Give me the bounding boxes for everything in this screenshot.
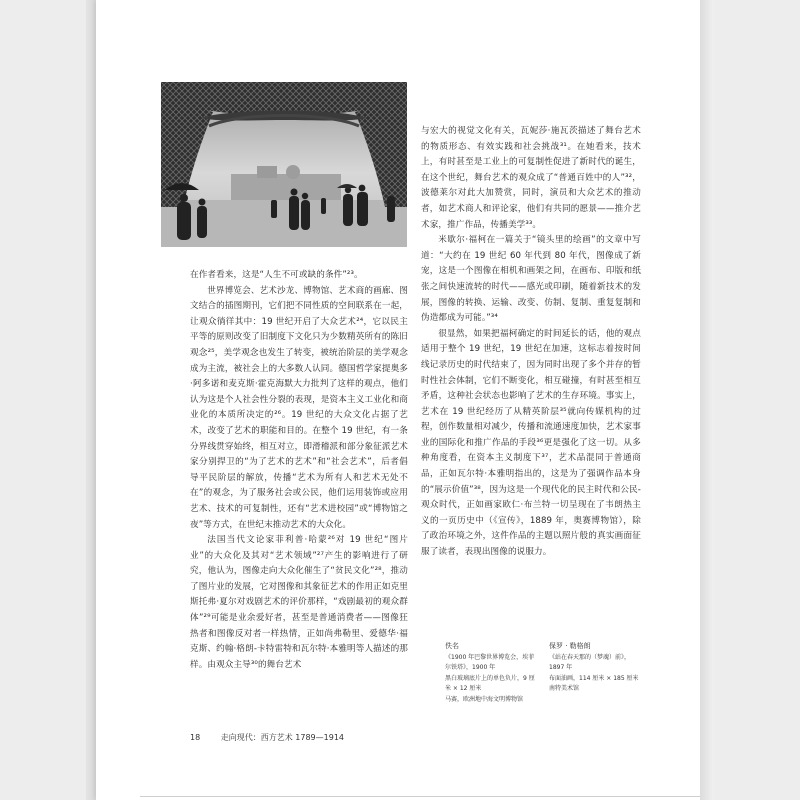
paragraph: 法国当代文论家菲利普·哈蒙²⁶对 19 世纪“图片业”的大众化及其对“艺术领域”²⁷产生的影响进行了研究，他认为，图像走向大众化催生了“贫民文化”²⁸，推动了图片业的发展，它对图像和其象征艺术的作用正如克里斯托弗·夏尔对戏剧艺术的评价那样，“戏剧最初的观众群体”²⁹可能是业余爱好者，甚至是普通消费者——图像狂热者和图像反对者一样热情，正如尚弗勒里、爱德华·福克斯、约翰·格朗-卡特雷特和瓦尔特·本雅明等人描述的那样。由观众主导³⁰的舞台艺术 (190, 535, 408, 670)
paragraph: 很显然，如果把福柯确定的时间延长的话，他的观点适用于整个 19 世纪，19 世纪在加速，这标志着按时间线记录历史的时代结束了，因为同时出现了多个并存的暂时性社会体制，它们不断变化，相互碰撞，有时甚至相互矛盾，这种社会状态也影响了艺术的生存环境。事实上，艺术在 19 世纪经历了从精英阶层³⁵就向传媒机构的过程，创作数量相对减少，传播和流通速度加快，艺术家事业的国际化和推广作品的手段³⁶更是强化了这一切。从多种角度看，在资本主义制度下³⁷，艺术品混同于普通商品，正如瓦尔特·本雅明指出的，这是为了强调作品本身的“展示价值”³⁸，因为这是一个现代化的民主时代和公民-观众时代，正如画家欧仁·布兰特一切呈现在了韦朗热主义的一页历史中（《宣传》，1889 年，奥赛博物馆），除了政治环境之外，这件作品的主题以照片般的真实画面征服了读者，表现出图像的说服力。 (421, 328, 641, 558)
page-number: 18 (190, 733, 201, 742)
caption-line: 《1900 年巴黎世界博览会，埃菲尔铁塔》，1900 年 (445, 653, 535, 671)
caption-author: 佚名 (445, 642, 459, 650)
caption-line: 布面油画，114 厘米 × 185 厘米 (549, 674, 639, 682)
bottom-rule (140, 796, 700, 797)
page-footer (190, 732, 344, 743)
caption-line: 马赛，欧洲地中海文明博物馆 (445, 695, 524, 703)
paragraph: 与宏大的视觉文化有关，瓦妮莎·施瓦茨描述了舞台艺术的物质形态、有效实践和社会挑战³¹。在她看来，技术上，有时甚至是工业上的可复制性促进了新时代的诞生，在这个世纪，舞台艺术的观众成了“普通百姓中的人”³²，波德莱尔对此大加赞赏，同时，演员和大众艺术的推动者，如艺术商人和评论家，他们有共同的愿景——推介艺术家，推广作品，传播美学³³。 (421, 126, 641, 230)
paragraph: 在作者看来，这是“人生不可或缺的条件”²³。 (190, 270, 363, 280)
page-edge-right (700, 0, 714, 800)
left-text-column (190, 268, 408, 673)
running-title: 走向现代：西方艺术 1789—1914 (220, 733, 344, 742)
eiffel-tower-photo (161, 82, 407, 247)
right-text-column (421, 124, 641, 561)
paragraph: 米歇尔·福柯在一篇关于“镜头里的绘画”的文章中写道：“大约在 19 世纪 60 年代到 80 年代，图像成了新宠，这是一个图像在相机和画架之间，在画布、印版和纸张之间快速流转的时代——感光或印刷，随着新技术的发展，图像的转换、运输、改变、仿制、复制、重复复制和伪造都成为可能。”³⁴ (421, 235, 641, 324)
caption-line: 《站在春天那的（梦魂）前》， (549, 653, 631, 661)
caption-line: 1897 年 (549, 664, 573, 671)
caption-author: 保罗 · 勒格朗 (549, 642, 591, 650)
page-edge-left (86, 0, 96, 800)
photo-caption-left (445, 641, 540, 705)
caption-line: 黑白玻璃底片上的单色负片，9 厘米 × 12 厘米 (445, 674, 535, 692)
caption-line: 南特美术馆 (549, 685, 580, 692)
photo-caption-right (549, 641, 641, 695)
paragraph: 世界博览会、艺术沙龙、博物馆、艺术商的画廊、图文结合的插图期刊，它们把不同性质的空间联系在一起，让观众徜徉其中：19 世纪开启了大众艺术²⁴，它以民主平等的原则改变了旧制度下文化只为少数精英所有的陈旧观念²⁵，美学观念也发生了转变，被统治阶层的美学观念成为主流，被社会上的大多数人认同。德国哲学家提奥多·阿多诺和麦克斯·霍克海默大力批判了这样的观点，他们认为这是个人社会性分裂的表现，是资本主义工业化和商业化的本质所决定的²⁶。19 世纪的大众文化占据了艺术，改变了艺术的职能和目的。在整个 19 世纪，有一条分界线贯穿始终，相互对立，即滑稽派和部分象征派艺术家分别捍卫的“为了艺术的艺术”和“社会艺术”，后者倡导平民阶层的解放，传播“艺术为所有人和艺术无处不在”的观念，为了服务社会或公民，他们运用装饰或应用艺术、技术的可复制性，还有“艺术进校园”或“博物馆之夜”等方式，在世纪末推动艺术的大众化。 (190, 285, 408, 530)
